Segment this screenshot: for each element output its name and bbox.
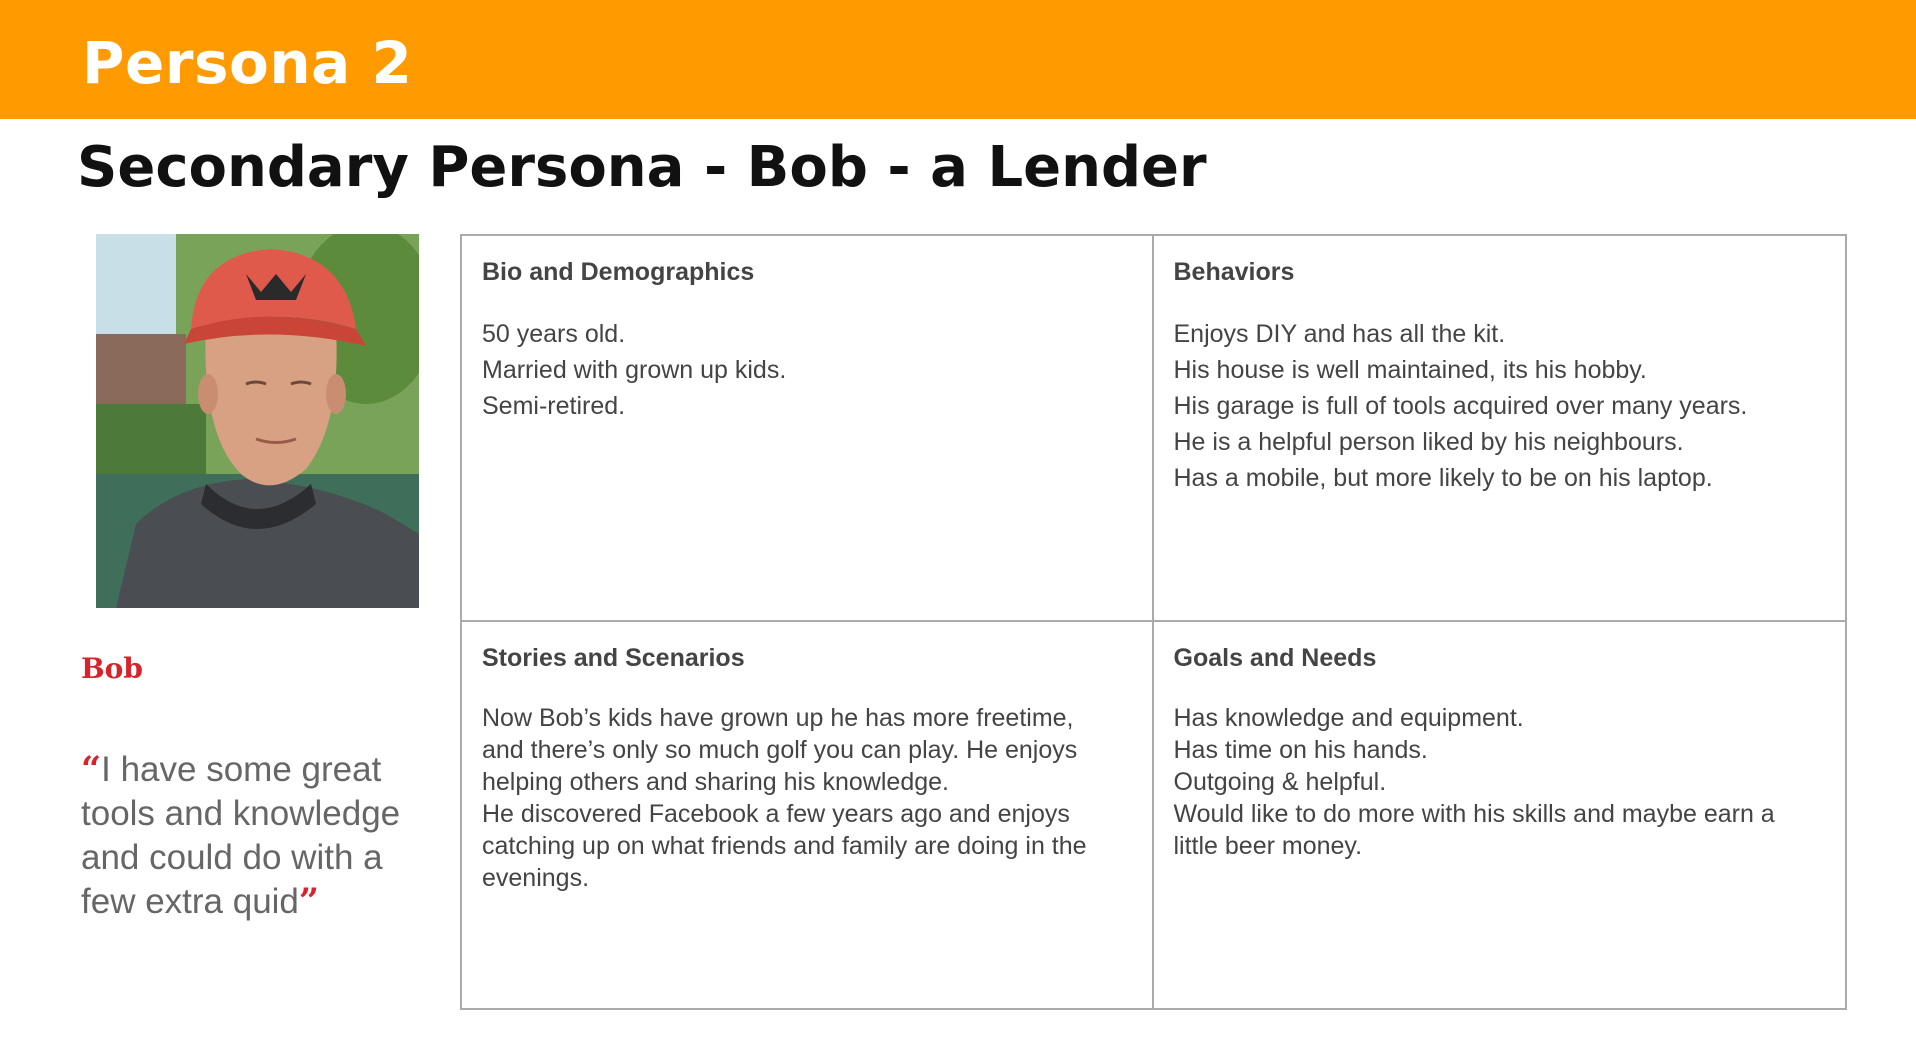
bio-line: 50 years old. (482, 320, 626, 348)
bio-line: Semi-retired. (482, 392, 626, 420)
goals-line: little beer money. (1173, 832, 1363, 860)
persona-grid (460, 234, 1847, 1010)
persona-name: Bob (81, 652, 143, 685)
goals-section (1154, 622, 1846, 1008)
goals-line: Would like to do more with his skills and maybe earn a (1173, 800, 1775, 828)
page-title: Secondary Persona - Bob - a Lender (77, 135, 1207, 200)
goals-line: Outgoing & helpful. (1173, 768, 1387, 796)
header-title: Persona 2 (82, 29, 413, 97)
quote-text: I have some great tools and knowledge and could do with a few extra quid (81, 750, 401, 921)
behaviors-line: He is a helpful person liked by his neighbours. (1173, 428, 1684, 456)
persona-quote (81, 748, 441, 924)
behaviors-line: His garage is full of tools acquired over many years. (1173, 392, 1748, 420)
stories-section (462, 622, 1154, 1008)
bio-line: Married with grown up kids. (482, 356, 787, 384)
persona-photo (96, 234, 419, 608)
bio-section (462, 236, 1154, 622)
goals-heading: Goals and Needs (1173, 644, 1377, 672)
stories-heading: Stories and Scenarios (482, 644, 745, 672)
stories-line: Now Bob’s kids have grown up he has more freetime, (482, 704, 1074, 732)
stories-line: and there’s only so much golf you can play. He enjoys (482, 736, 1078, 764)
goals-line: Has knowledge and equipment. (1173, 704, 1524, 732)
quote-close-mark: ” (298, 881, 320, 922)
quote-open-mark: “ (81, 749, 102, 790)
behaviors-line: Has a mobile, but more likely to be on his laptop. (1173, 464, 1713, 492)
behaviors-line: Enjoys DIY and has all the kit. (1173, 320, 1506, 348)
behaviors-heading: Behaviors (1173, 258, 1295, 286)
goals-line: Has time on his hands. (1173, 736, 1428, 764)
stories-line: catching up on what friends and family are doing in the (482, 832, 1087, 860)
stories-line: He discovered Facebook a few years ago and enjoys (482, 800, 1070, 828)
behaviors-line: His house is well maintained, its his hobby. (1173, 356, 1647, 384)
header-bar (0, 0, 1916, 119)
stories-line: helping others and sharing his knowledge. (482, 768, 949, 796)
stories-line: evenings. (482, 864, 590, 892)
person-photo-icon (96, 234, 419, 608)
bio-heading: Bio and Demographics (482, 258, 755, 286)
behaviors-section (1154, 236, 1846, 622)
